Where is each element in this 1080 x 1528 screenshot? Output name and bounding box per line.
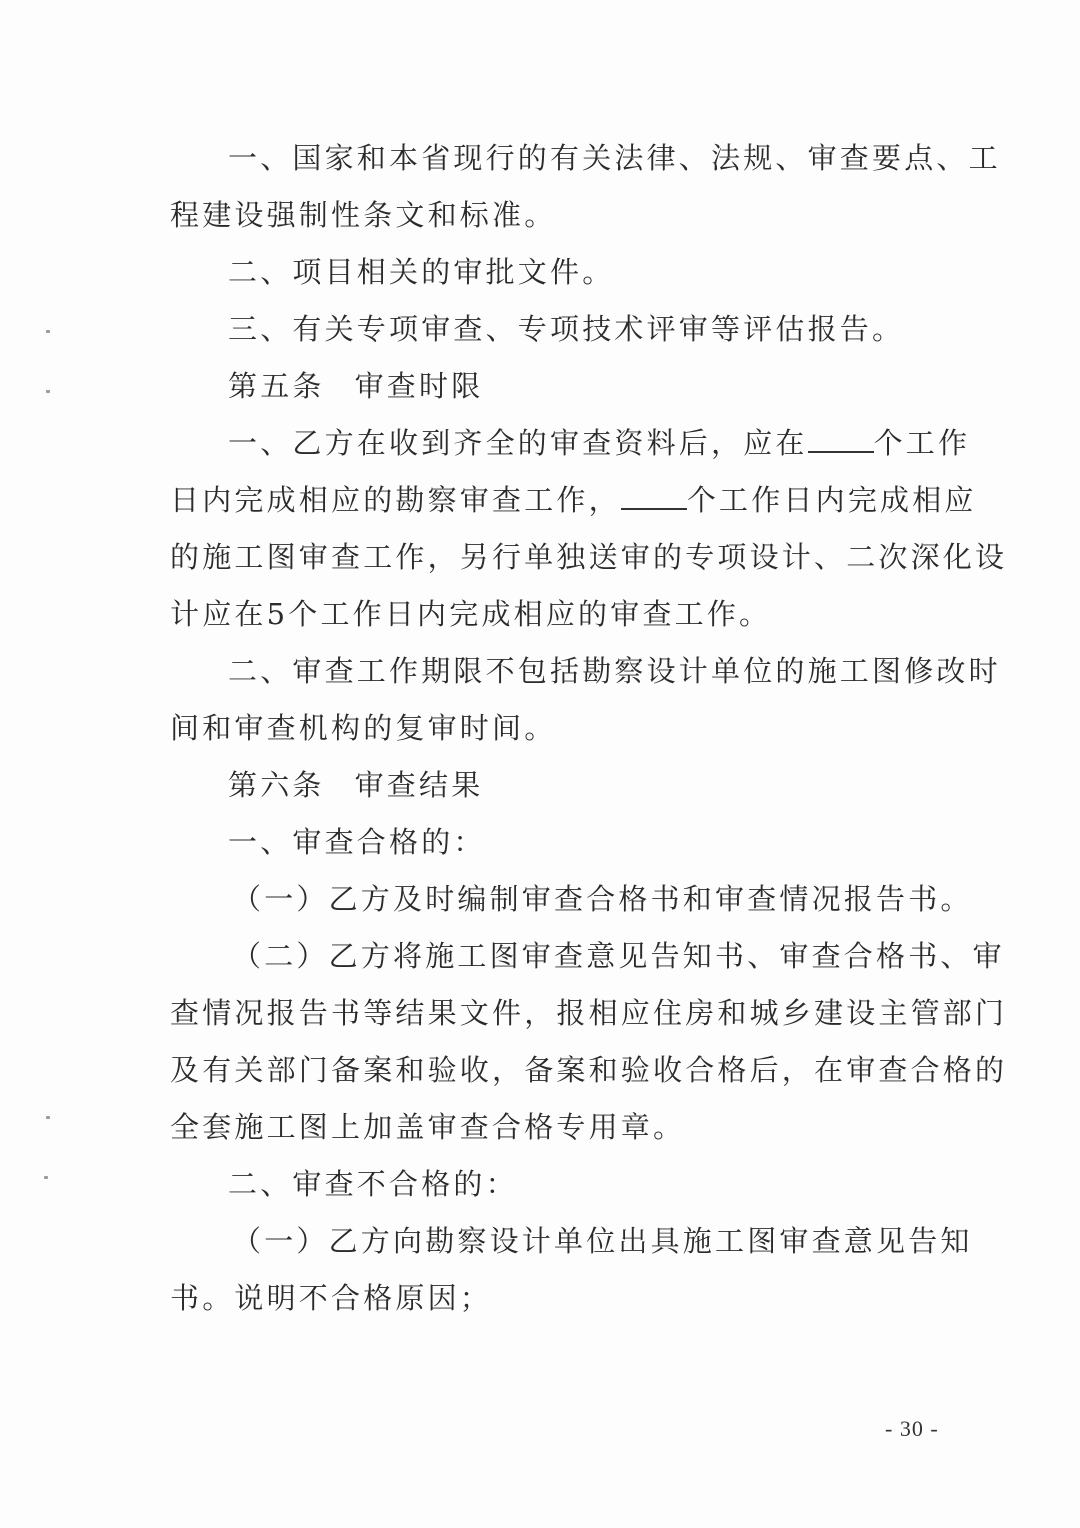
- text-line: 三、有关专项审查、专项技术评审等评估报告。: [228, 312, 905, 346]
- fill-in-blank: [621, 482, 687, 510]
- text-line: 二、审查工作期限不包括勘察设计单位的施工图修改时: [228, 654, 1001, 688]
- text-segment: 一、乙方在收到齐全的审查资料后，应在: [228, 426, 808, 460]
- article-title: 审查时限: [354, 369, 484, 403]
- article-number: 第五条: [228, 369, 325, 403]
- article-title: 审查结果: [354, 768, 484, 802]
- fill-in-blank: [808, 425, 874, 453]
- text-segment: 个工作: [873, 426, 971, 460]
- text-line: 一、国家和本省现行的有关法律、法规、审查要点、工: [228, 141, 1001, 175]
- text-line: 及有关部门备案和验收，备案和验收合格后，在审查合格的: [170, 1053, 1008, 1087]
- text-segment: 个工作日内完成相应: [686, 483, 977, 517]
- text-line: 程建设强制性条文和标准。: [170, 198, 557, 232]
- scan-speck: [44, 1176, 48, 1179]
- text-line: 一、审查合格的：: [228, 825, 486, 859]
- text-segment: 日内完成相应的勘察审查工作，: [170, 483, 621, 517]
- text-line: 二、审查不合格的：: [228, 1167, 518, 1201]
- scan-speck: [46, 330, 50, 333]
- text-line: 二、项目相关的审批文件。: [228, 255, 615, 289]
- page-number: - 30 -: [885, 1416, 939, 1441]
- scan-speck: [46, 390, 50, 393]
- text-line: （二）乙方将施工图审查意见告知书、审查合格书、审: [232, 939, 1005, 973]
- text-line: [170, 480, 977, 520]
- article-heading: [228, 765, 483, 805]
- text-line: 间和审查机构的复审时间。: [170, 711, 557, 745]
- article-heading: [228, 366, 483, 406]
- text-line: 计应在5个工作日内完成相应的审查工作。: [170, 597, 772, 631]
- article-number: 第六条: [228, 768, 325, 802]
- text-line: 查情况报告书等结果文件，报相应住房和城乡建设主管部门: [170, 996, 1008, 1030]
- scan-speck: [46, 1116, 50, 1119]
- text-line: （一）乙方向勘察设计单位出具施工图审查意见告知: [232, 1224, 973, 1258]
- text-line: 全套施工图上加盖审查合格专用章。: [170, 1110, 686, 1144]
- text-line: 书。说明不合格原因；: [170, 1281, 493, 1315]
- text-line: 的施工图审查工作，另行单独送审的专项设计、二次深化设: [170, 540, 1008, 574]
- text-line: （一）乙方及时编制审查合格书和审查情况报告书。: [232, 882, 973, 916]
- text-line: [228, 423, 970, 463]
